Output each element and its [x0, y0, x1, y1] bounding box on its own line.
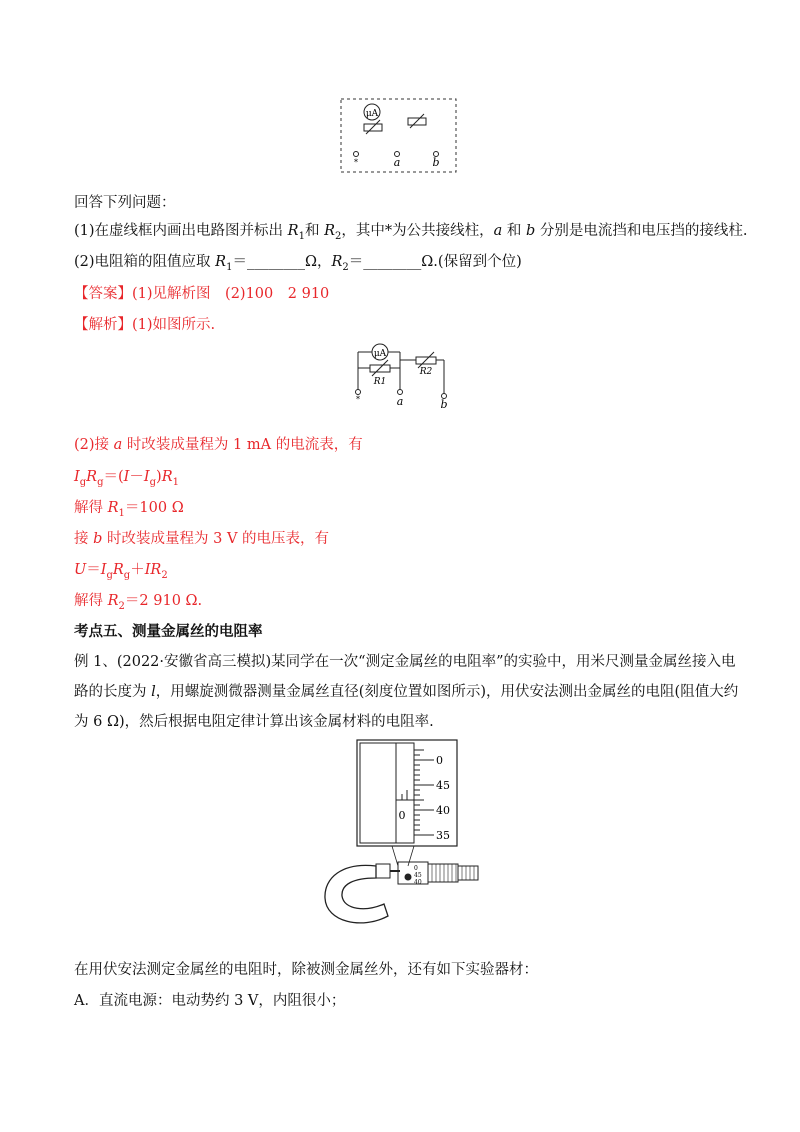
svg-text:0: 0 [436, 754, 443, 767]
text-l7: $I_gR_g=(I-I_g)R_1$ [74, 469, 179, 488]
svg-text:35: 35 [436, 829, 450, 842]
svg-text:b: b [432, 156, 440, 169]
svg-text:40: 40 [414, 879, 422, 886]
text-l14: 路的长度为 l，用螺旋测微器测量金属丝直径(刻度位置如图所示)，用伏安法测出金属丝的电阻(阻值大约 [74, 684, 739, 700]
figure-circuit [350, 340, 460, 410]
svg-text:45: 45 [414, 872, 422, 879]
text-l13: 例 1、(2022·安徽省高三模拟)某同学在一次“测定金属丝的电阻率”的实验中，用米尺测量金属丝接入电 [74, 654, 736, 670]
text-l6: (2)接 a 时改装成量程为 1 mA 的电流表，有 [74, 437, 363, 453]
text-l10: $U=I_gR_g+IR_2$ [74, 562, 168, 581]
svg-text:b: b [440, 398, 448, 410]
text-l17: A．直流电源：电动势约 3 V，内阻很小； [74, 993, 346, 1009]
meter-label: μA [365, 109, 379, 119]
svg-text:a: a [393, 156, 401, 169]
text-l9: 接 b 时改装成量程为 3 V 的电压表，有 [74, 531, 330, 547]
main-scale-zero: 0 [398, 809, 406, 822]
text-l8: 解得 $R_1=100$ Ω [74, 500, 184, 519]
figure-dashed-box [340, 98, 458, 174]
circuit-meter-label: μA [373, 349, 387, 359]
answer-line: 【答案】(1)见解析图 (2)100 2 910 [74, 286, 330, 302]
section-heading: 考点五、测量金属丝的电阻率 [74, 623, 263, 640]
micrometer-figure [322, 738, 492, 930]
svg-text:*: * [354, 158, 358, 167]
text-l11: 解得 $R_2=2$ 910 Ω. [74, 593, 203, 612]
svg-text:R1: R1 [373, 377, 387, 387]
svg-text:45: 45 [436, 779, 450, 792]
text-l2: (1)在虚线框内画出电路图并标出 $R_1$和 $R_2$，其中*为公共接线柱，a 和 b 分别是电流挡和电压挡的接线柱. [74, 223, 748, 242]
text-l1: 回答下列问题： [74, 195, 176, 211]
svg-text:a: a [396, 395, 404, 408]
svg-text:40: 40 [436, 804, 450, 817]
analysis-line: 【解析】(1)如图所示. [74, 317, 216, 333]
text-l15: 为 6 Ω)，然后根据电阻定律计算出该金属材料的电阻率. [74, 714, 434, 730]
text-l16: 在用伏安法测定金属丝的电阻时，除被测金属丝外，还有如下实验器材： [74, 962, 538, 978]
svg-text:R2: R2 [419, 367, 433, 377]
text-l3: (2)电阻箱的阻值应取 $R_1=\_\_\_\_\_\_\_\_\Omega$，$R_2=\_\_\_\_\_\_\_\_\Omega$.(保留到个位) [74, 254, 522, 273]
svg-text:*: * [356, 395, 360, 404]
svg-text:0: 0 [414, 865, 418, 872]
